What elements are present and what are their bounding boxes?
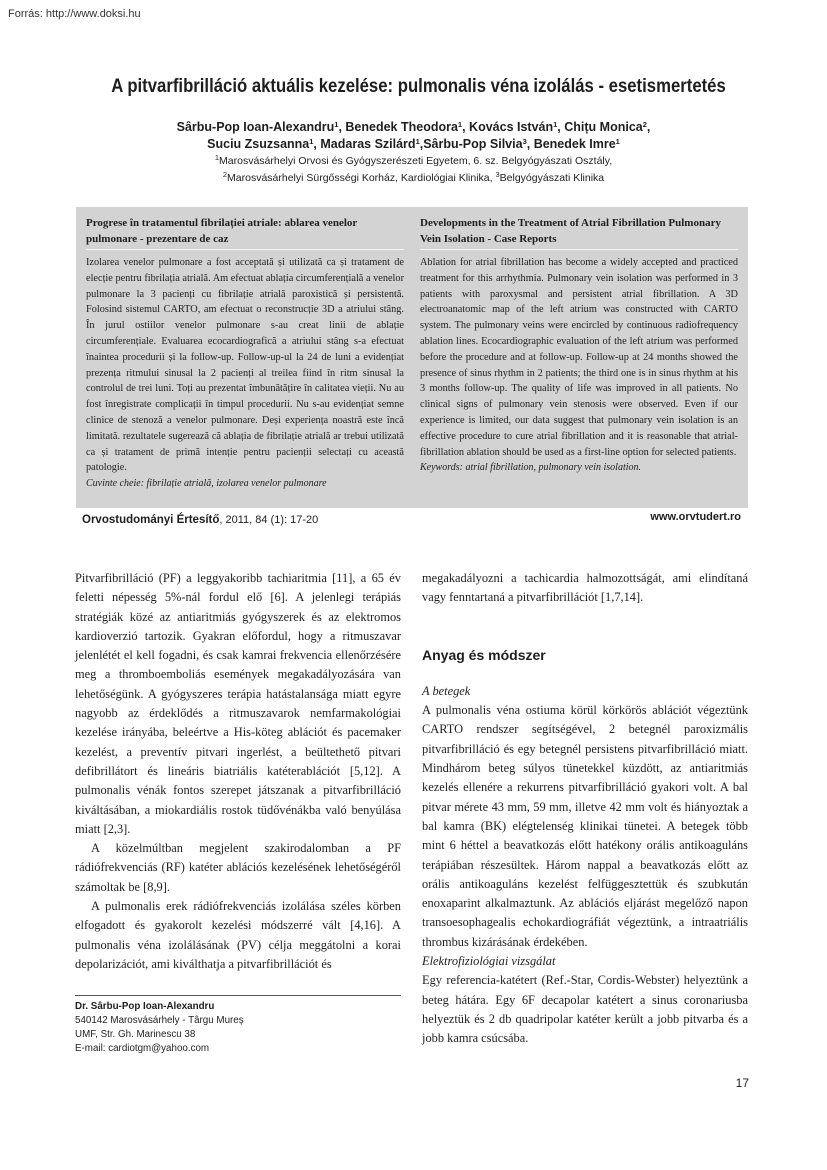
section-heading: Anyag és módszer xyxy=(422,646,546,663)
author: Sârbu-Pop Ioan-Alexandru xyxy=(176,120,335,134)
contact-email: E-mail: cardiotgm@yahoo.com xyxy=(75,1043,210,1054)
body-column-left xyxy=(75,569,401,974)
journal-citation: Orvostudományi Értesítő, 2011, 84 (1): 17-20 xyxy=(82,514,319,526)
page-number: 17 xyxy=(735,1076,749,1090)
affiliation-1: Marosvásárhelyi Orvosi és Gyógyszerészeti Egyetem, 6. sz. Belgyógyászati Osztály, xyxy=(219,155,613,167)
divider xyxy=(420,249,738,250)
paragraph: A közelmúltban megjelent szakirodalomban a PF rádiófrekvenciás (RF) katéter ablációs kezelésének lehetőségéről számoltak be [8,9]. xyxy=(75,841,401,894)
abstract-keywords: Keywords: atrial fibrillation, pulmonary vein isolation. xyxy=(420,462,642,474)
paragraph: A pulmonalis erek rádiófrekvenciás izolálása széles körben elfogadott és gyakorolt kezelési módszerré vált [4,16]. A pulmonalis véna izolálásának (PV) célja meggátolni a korai depolarizációt, ami kiválthatja a pitvarfibrillációt és xyxy=(75,899,401,971)
abstract-keywords: Cuvinte cheie: fibrilație atrială, izolarea venelor pulmonare xyxy=(86,478,327,490)
contact-name: Dr. Sârbu-Pop Ioan-Alexandru xyxy=(75,1001,215,1012)
paragraph: Egy referencia-katétert (Ref.-Star, Cordis-Webster) helyeztünk a beteg hátára. Egy 6F decapolar katétert a sinus coronariusba helyeztük és 2 db quadripolar katéter került a jobb pitvarba és a jobb kamra csúcsába. xyxy=(422,973,748,1046)
affiliations: $^1$Marosvásárhelyi Orvosi és Gyógyszerészeti Egyetem, 6. sz. Belgyógyászati Osztály, $^2$Marosvásárhelyi Sürgősségi Korház, Kardiológiai Klinika, $^3$Belgyógyászati Klinika xyxy=(214,153,613,184)
contact-address: 540142 Marosvásárhely - Târgu Mureș xyxy=(75,1015,244,1026)
paragraph: megakadályozni a tachicardia halmozottságát, ami elindítaná vagy fenntartaná a pitvarfibrillációt [1,7,14]. xyxy=(422,571,748,605)
abstract-heading: Progrese în tratamentul fibrilației atriale: ablarea venelor pulmonare - prezentare de caz xyxy=(86,217,358,245)
contact-address: UMF, Str. Gh. Marinescu 38 xyxy=(75,1029,196,1040)
article-title: A pitvarfibrilláció aktuális kezelése: pulmonalis véna izolálás - esetismertetés xyxy=(111,76,726,97)
abstract-text: Ablation for atrial fibrillation has become a widely accepted and practiced treatment for this arrhythmia. Pulmonary vein isolation was performed in 3 patients with paroxysmal and persistent atrial fibrillation. A 3D electroanatomic map of the left atrium was constructed with CARTO system. The pulmonary veins were encircled by continuous radiofrequency ablation lines. Ecocardiographic evaluation of the left atrium was performed before the procedure and at follow-up. Follow-up at 24 months showed the presence of sinus rhythm in 2 patients; the third one is in sinus rhythm at his 3 months follow-up. The quality of life was improved in all patients. No clinical signs of pulmonary vein stenosis were observed. Even if our experience is limited, our data suggest that pulmonary vein isolation is an effective procedure to cure atrial fibrillation and it is reasonable that atrial-fibrillation ablation should be used as a first-line option for selected patients. xyxy=(420,257,738,458)
divider xyxy=(75,995,401,996)
author: Benedek Imre xyxy=(533,137,616,151)
author: Madaras Szilárd xyxy=(320,137,416,151)
abstract-english xyxy=(420,215,738,475)
abstract-heading: Developments in the Treatment of Atrial Fibrillation Pulmonary Vein Isolation - Case Reports xyxy=(420,217,721,245)
author: Chițu Monica xyxy=(564,120,643,134)
source-note: Forrás: http://www.doksi.hu xyxy=(8,8,141,20)
author: Suciu Zsuzsanna xyxy=(207,137,310,151)
contact-block xyxy=(75,1000,244,1056)
body-column-right xyxy=(422,569,748,1049)
abstract-romanian xyxy=(86,215,404,491)
affiliation-3: Belgyógyászati Klinika xyxy=(499,172,605,184)
paragraph: Pitvarfibrilláció (PF) a leggyakoribb tachiaritmia [11], a 65 év feletti népesség 5%-nál fordul elő [6]. A jelenlegi terápiás stratégiák közé az antiaritmiás gyógyszerek és az elektromos kardioverzió tartozik. Gyakran előfordul, hogy a ritmuszavar jelenlétét el kell fogadni, és csak kamrai frekvencia ellenőrzésére meg a thromboemboliás események megakadályozására van lehetőségünk. A gyógyszeres terápia hatástalansága miatt egyre nagyobb az érdeklődés a ritmuszavarok nemfarmakológiai kezelése irányába, beleértve a His-köteg ablációt és pacemaker kezelést, a preventív pitvari ingerlést, a beültethető pitvari defibrillátort és lineáris biatriális katéterablációt [5,12]. A pulmonalis vénák fontos szerepet játszanak a pitvarfibrilláció kiváltásában, a miokardiális rostok tüdővénákba való benyúlása miatt [2,3]. xyxy=(75,571,401,836)
paragraph: A pulmonalis véna ostiuma körül körkörös ablációt végeztünk CARTO rendszer segítségével, 2 betegnél paroxizmális pitvarfibrilláció és egy betegnél persistens pitvarfibrilláció miatt. Mindhárom beteg súlyos tünetekkel küzdött, az antiaritmiás kezelés ellenére a rekurrens pitvarfibrilláció gyakori volt. A bal pitvar mérete 43 mm, 59 mm, illetve 42 mm volt és hiányoztak a bal kamra (BK) elégtelenség klinikai tünetei. A betegek több mint 6 héttel a beavatkozás előtt hatékony orális antikoaguláns terápiában részesültek. Három nappal a beavatkozás előtt az orális antikoaguláns kezelést felfüggesztettük és szubkután enoxaparint alkalmaztunk. Az ablációs eljárást megelőző napon transoesophagealis echokardiográfiát végeztünk, a intraatriális thrombus kizárásának érdekében. xyxy=(422,703,748,949)
divider xyxy=(86,249,404,250)
subsection-heading: A betegek xyxy=(422,683,471,698)
affiliation-2: Marosvásárhelyi Sürgősségi Korház, Kardiológiai Klinika, xyxy=(227,172,493,184)
abstract-text: Izolarea venelor pulmonare a fost acceptată și utilizată ca și tratament de elecție pentru fibrilația atrială. Am efectuat ablația circumferențială a venelor pulmonare la 3 pacienți cu fibrilație atrială paroxistică și persistentă. Folosind sistemul CARTO, am efectuat o reconstrucție 3D a atriului stâng. În jurul ostiilor venelor pulmonare s-au creat linii de ablație circumferențiale. Evaluarea ecocardiografică a atriului stâng s-a efectuat înaintea procedurii și la follow-up. Follow-up-ul la 24 de luni a evidențiat prezența ritmului sinusal la 2 pacienți al treilea fiind în ritm sinusal la controlul de trei luni. Toți au prezentat îmbunătățire în calitatea vieții. Nu au fost înregistrate complicații în timpul procedurii. Nu s-au evidențiat semne clinice de stenoză a venelor pulmonare. Deși experiența noastră este încă limitată. rezultatele sugerează că ablația de fibrilație atrială ar trebui utilizată ca și tratament de primă intenție pentru pacienții selectați cu această patologie. xyxy=(86,257,404,474)
author: Sârbu-Pop Silvia xyxy=(423,137,523,151)
author: Benedek Theodora xyxy=(345,120,458,134)
abstract-box xyxy=(76,207,748,508)
author: Kovács István xyxy=(469,120,554,134)
subsection-heading: Elektrofiziológiai vizsgálat xyxy=(422,954,556,969)
journal-website: www.orvtudert.ro xyxy=(650,511,741,523)
author-list: Sârbu-Pop Ioan-Alexandru$^1$, Benedek Theodora$^1$, Kovács István$^1$, Chițu Monica$^2$, Suciu Zsuzsanna$^1$, Madaras Szilárd$^1$,Sârbu-Pop Silvia$^3$, Benedek Imre$^1$ xyxy=(176,120,651,151)
